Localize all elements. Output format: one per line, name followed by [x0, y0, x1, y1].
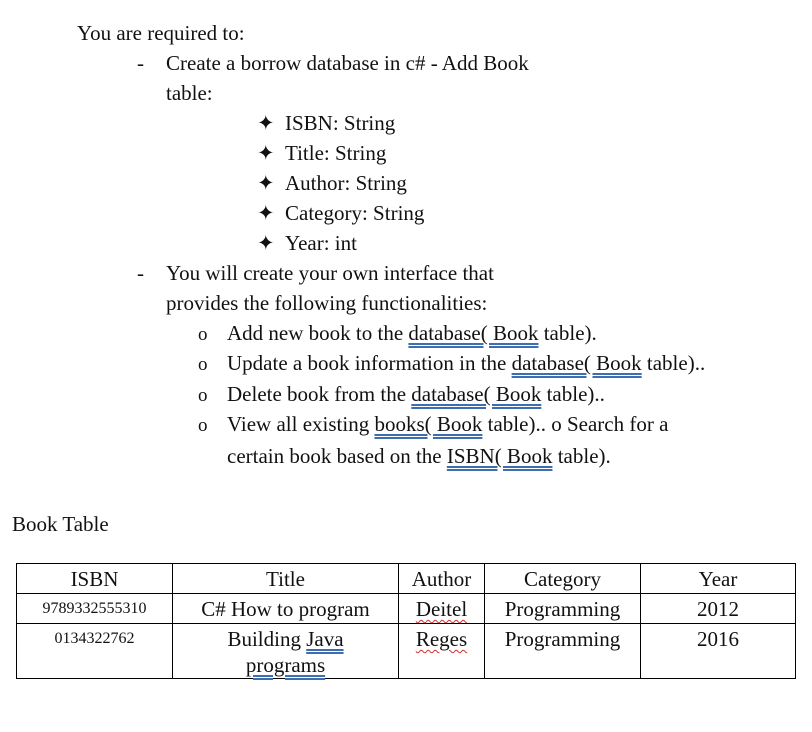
table-row	[17, 624, 796, 679]
cell-author	[399, 624, 485, 679]
spelling-mark: Reges	[415, 627, 468, 651]
cell-category: Programming	[485, 624, 641, 679]
task2-text: You will create your own interface that	[166, 261, 494, 285]
text: Building	[227, 627, 307, 651]
field-text: Title: String	[285, 141, 387, 165]
intro-text: You are required to:	[77, 21, 245, 45]
book-table	[16, 563, 796, 679]
text: certain book based on the	[227, 444, 447, 468]
text: table).	[538, 321, 597, 345]
table-header-row	[17, 564, 796, 594]
text: Add new book to the	[227, 321, 409, 345]
function-item	[198, 382, 605, 408]
cell-title	[173, 624, 399, 679]
dash-bullet: -	[137, 261, 144, 285]
field-text: Author: String	[285, 171, 407, 195]
field-item	[257, 171, 407, 195]
cell-year: 2016	[641, 624, 796, 679]
table-title: Book Table	[12, 512, 109, 536]
function-item	[198, 412, 668, 438]
header-cell: Category	[485, 564, 641, 594]
cell-category: Programming	[485, 594, 641, 624]
task1-text-cont: table:	[166, 81, 213, 105]
circle-bullet-icon: o	[198, 354, 208, 375]
header-cell: Title	[173, 564, 399, 594]
field-text: Year: int	[285, 231, 357, 255]
cell-year: 2012	[641, 594, 796, 624]
grammar-mark: database( Book	[511, 351, 642, 375]
grammar-mark: books( Book	[374, 412, 483, 436]
field-item	[257, 141, 386, 165]
cell-title: C# How to program	[173, 594, 399, 624]
header-cell: ISBN	[17, 564, 173, 594]
field-text: Category: String	[285, 201, 425, 225]
grammar-mark: ISBN( Book	[446, 444, 553, 468]
circle-bullet-icon: o	[198, 385, 208, 406]
text: table).. o Search for a	[482, 412, 669, 436]
grammar-mark: database( Book	[411, 382, 542, 406]
function-item-cont	[227, 444, 611, 468]
cell-isbn: 0134322762	[17, 624, 173, 679]
star-bullet-icon: ✦	[257, 231, 275, 255]
grammar-mark: Java	[306, 627, 344, 651]
grammar-mark: programs	[245, 653, 326, 677]
cell-isbn: 9789332555310	[17, 594, 173, 624]
field-text: ISBN: String	[285, 111, 396, 135]
function-item	[198, 321, 597, 347]
circle-bullet-icon: o	[198, 415, 208, 436]
header-cell: Author	[399, 564, 485, 594]
star-bullet-icon: ✦	[257, 171, 275, 195]
spelling-mark: Deitel	[415, 597, 468, 621]
field-item	[257, 231, 357, 255]
function-item	[198, 351, 705, 377]
star-bullet-icon: ✦	[257, 141, 275, 165]
field-item	[257, 111, 395, 135]
task2-text-cont: provides the following functionalities:	[166, 291, 488, 315]
star-bullet-icon: ✦	[257, 111, 275, 135]
text: View all existing	[227, 412, 375, 436]
star-bullet-icon: ✦	[257, 201, 275, 225]
text: table)..	[541, 382, 605, 406]
field-item	[257, 201, 424, 225]
text: table).	[552, 444, 611, 468]
text: Update a book information in the	[227, 351, 512, 375]
grammar-mark: database( Book	[408, 321, 539, 345]
task1-text: Create a borrow database in c# - Add Book	[166, 51, 529, 75]
circle-bullet-icon: o	[198, 324, 208, 345]
table-row	[17, 594, 796, 624]
cell-author	[399, 594, 485, 624]
dash-bullet: -	[137, 51, 144, 75]
text: table)..	[641, 351, 706, 375]
text: Delete book from the	[227, 382, 412, 406]
header-cell: Year	[641, 564, 796, 594]
